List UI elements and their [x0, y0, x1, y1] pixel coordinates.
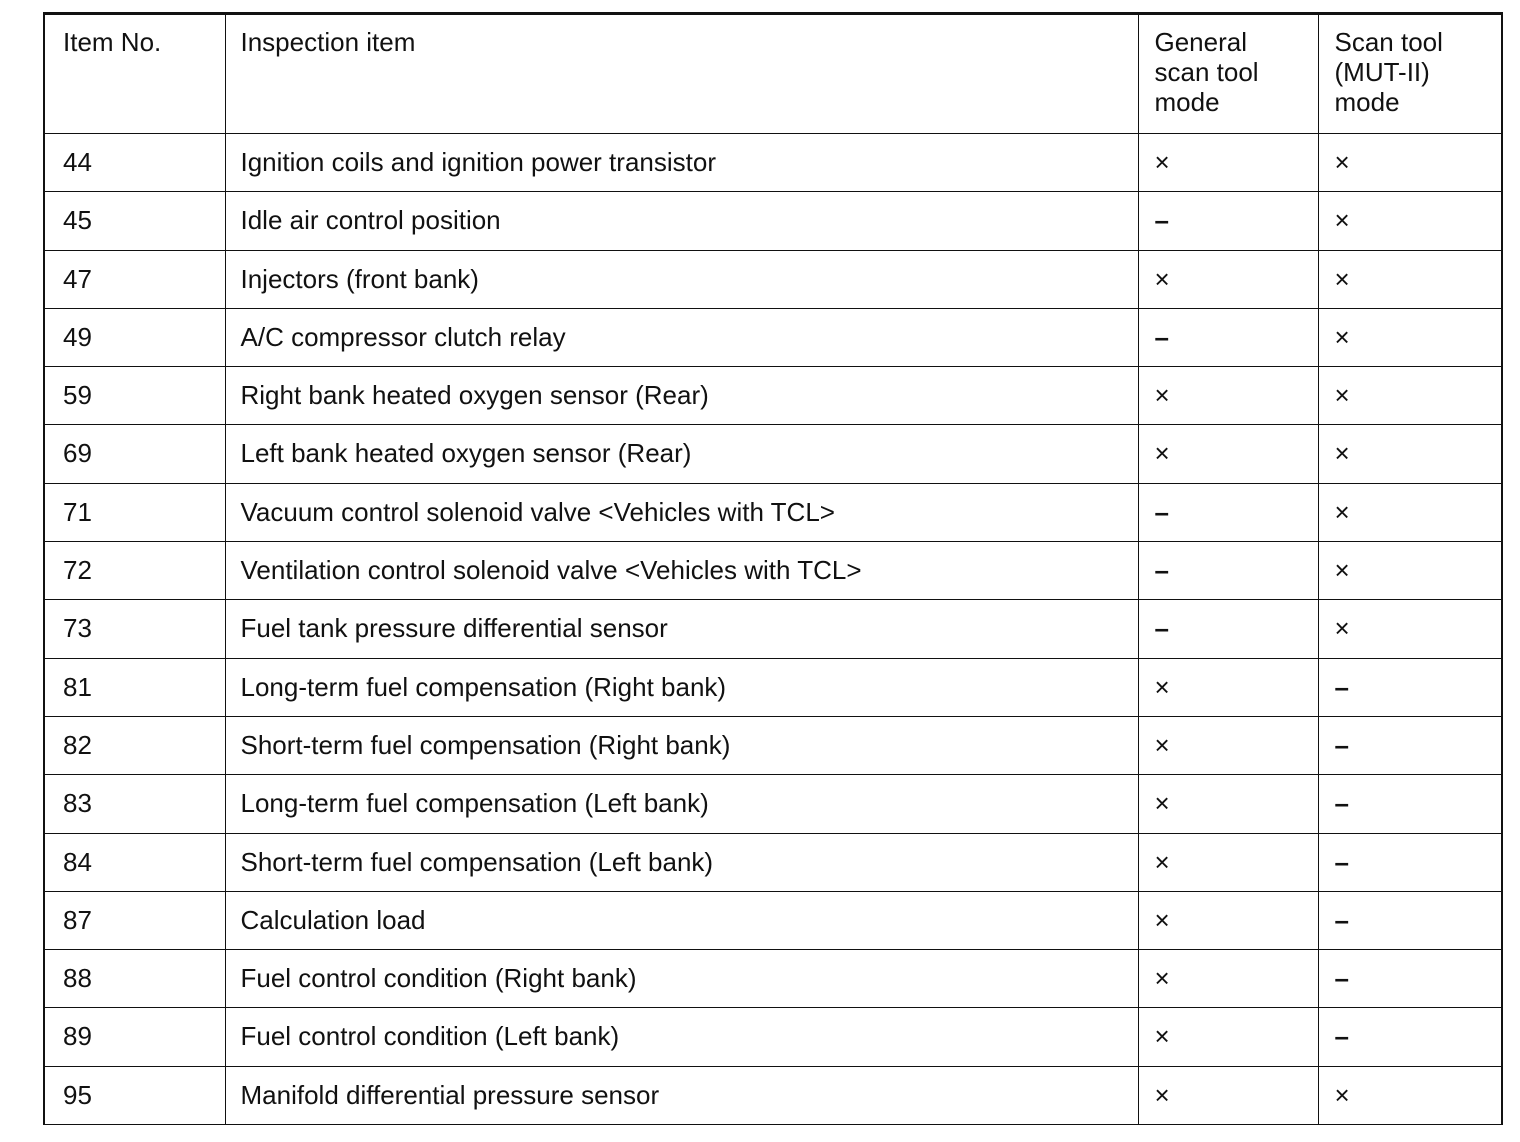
header-general-scan-tool-mode: [1138, 14, 1318, 134]
supported-mark: ×: [1334, 321, 1350, 352]
cell-mut-scan-tool: [1318, 658, 1502, 716]
cell-inspection-item: Short-term fuel compensation (Right bank): [225, 716, 1138, 774]
not-supported-mark: –: [1334, 788, 1349, 819]
cell-general-scan-tool: [1138, 425, 1318, 483]
table-row: [44, 600, 1502, 658]
header-general-line-1: General: [1154, 27, 1247, 57]
supported-mark: ×: [1334, 263, 1350, 294]
cell-general-scan-tool: [1138, 658, 1318, 716]
cell-inspection-item: Idle air control position: [225, 192, 1138, 250]
cell-mut-scan-tool: [1318, 891, 1502, 949]
cell-inspection-item: Manifold differential pressure sensor: [225, 1066, 1138, 1124]
not-supported-mark: –: [1334, 963, 1349, 994]
cell-item-no: 49: [44, 308, 225, 366]
cell-mut-scan-tool: [1318, 367, 1502, 425]
cell-inspection-item: Left bank heated oxygen sensor (Rear): [225, 425, 1138, 483]
cell-inspection-item: Fuel control condition (Right bank): [225, 950, 1138, 1008]
table-row: [44, 367, 1502, 425]
supported-mark: ×: [1334, 205, 1350, 236]
cell-inspection-item: Ventilation control solenoid valve <Vehicles with TCL>: [225, 542, 1138, 600]
table-row: [44, 542, 1502, 600]
cell-inspection-item: Long-term fuel compensation (Left bank): [225, 775, 1138, 833]
supported-mark: ×: [1154, 671, 1170, 702]
cell-general-scan-tool: [1138, 250, 1318, 308]
supported-mark: ×: [1154, 788, 1170, 819]
not-supported-mark: –: [1154, 321, 1169, 352]
cell-item-no: 88: [44, 950, 225, 1008]
supported-mark: ×: [1334, 147, 1350, 177]
cell-item-no: 95: [44, 1066, 225, 1124]
header-mut-line-3: mode: [1334, 87, 1400, 117]
not-supported-mark: –: [1334, 904, 1349, 935]
table-row: [44, 950, 1502, 1008]
cell-inspection-item: Right bank heated oxygen sensor (Rear): [225, 367, 1138, 425]
supported-mark: ×: [1154, 963, 1170, 994]
inspection-table: [43, 12, 1503, 1125]
cell-inspection-item: Vacuum control solenoid valve <Vehicles with TCL>: [225, 483, 1138, 541]
table-row: [44, 833, 1502, 891]
supported-mark: ×: [1154, 846, 1170, 877]
supported-mark: ×: [1154, 1079, 1170, 1110]
header-row: [44, 14, 1502, 134]
supported-mark: ×: [1154, 904, 1170, 935]
header-general-line-2: scan tool: [1154, 57, 1259, 87]
cell-item-no: 71: [44, 483, 225, 541]
cell-item-no: 69: [44, 425, 225, 483]
cell-general-scan-tool: [1138, 192, 1318, 250]
header-item-no: Item No.: [44, 14, 225, 134]
supported-mark: ×: [1154, 1021, 1170, 1052]
header-mut-line-1: Scan tool: [1334, 27, 1443, 57]
cell-inspection-item: Fuel control condition (Left bank): [225, 1008, 1138, 1066]
table-row: [44, 192, 1502, 250]
supported-mark: ×: [1334, 380, 1350, 411]
cell-mut-scan-tool: [1318, 775, 1502, 833]
not-supported-mark: –: [1334, 671, 1349, 702]
cell-general-scan-tool: [1138, 542, 1318, 600]
cell-general-scan-tool: [1138, 134, 1318, 192]
cell-inspection-item: Fuel tank pressure differential sensor: [225, 600, 1138, 658]
table-header: [44, 14, 1502, 134]
cell-item-no: 44: [44, 134, 225, 192]
table-row: [44, 425, 1502, 483]
cell-item-no: 89: [44, 1008, 225, 1066]
supported-mark: ×: [1334, 438, 1350, 469]
cell-inspection-item: A/C compressor clutch relay: [225, 308, 1138, 366]
cell-general-scan-tool: [1138, 1008, 1318, 1066]
cell-item-no: 72: [44, 542, 225, 600]
cell-mut-scan-tool: [1318, 716, 1502, 774]
supported-mark: ×: [1334, 613, 1350, 644]
not-supported-mark: –: [1334, 729, 1349, 760]
cell-mut-scan-tool: [1318, 134, 1502, 192]
cell-item-no: 59: [44, 367, 225, 425]
cell-general-scan-tool: [1138, 716, 1318, 774]
cell-item-no: 83: [44, 775, 225, 833]
not-supported-mark: –: [1154, 555, 1169, 586]
cell-general-scan-tool: [1138, 891, 1318, 949]
cell-general-scan-tool: [1138, 950, 1318, 1008]
supported-mark: ×: [1334, 1079, 1350, 1110]
cell-inspection-item: Short-term fuel compensation (Left bank): [225, 833, 1138, 891]
cell-inspection-item: Calculation load: [225, 891, 1138, 949]
not-supported-mark: –: [1154, 496, 1169, 527]
cell-inspection-item: Ignition coils and ignition power transistor: [225, 134, 1138, 192]
table-row: [44, 1066, 1502, 1124]
table-row: [44, 308, 1502, 366]
cell-item-no: 82: [44, 716, 225, 774]
table-body: [44, 134, 1502, 1125]
cell-mut-scan-tool: [1318, 308, 1502, 366]
cell-inspection-item: Long-term fuel compensation (Right bank): [225, 658, 1138, 716]
cell-general-scan-tool: [1138, 600, 1318, 658]
table-row: [44, 658, 1502, 716]
table-row: [44, 134, 1502, 192]
cell-mut-scan-tool: [1318, 1066, 1502, 1124]
not-supported-mark: –: [1334, 1021, 1349, 1052]
table-row: [44, 483, 1502, 541]
cell-mut-scan-tool: [1318, 250, 1502, 308]
cell-general-scan-tool: [1138, 308, 1318, 366]
table-row: [44, 250, 1502, 308]
cell-general-scan-tool: [1138, 1066, 1318, 1124]
header-general-line-3: mode: [1154, 87, 1220, 117]
inspection-table-container: [43, 12, 1501, 1125]
table-row: [44, 891, 1502, 949]
cell-item-no: 87: [44, 891, 225, 949]
cell-mut-scan-tool: [1318, 1008, 1502, 1066]
table-row: [44, 775, 1502, 833]
cell-item-no: 45: [44, 192, 225, 250]
cell-item-no: 47: [44, 250, 225, 308]
supported-mark: ×: [1154, 729, 1170, 760]
cell-item-no: 81: [44, 658, 225, 716]
header-mut-line-2: (MUT-II): [1334, 57, 1430, 87]
supported-mark: ×: [1154, 380, 1170, 411]
cell-item-no: 84: [44, 833, 225, 891]
cell-general-scan-tool: [1138, 483, 1318, 541]
supported-mark: ×: [1154, 263, 1170, 294]
table-row: [44, 1008, 1502, 1066]
cell-mut-scan-tool: [1318, 425, 1502, 483]
cell-mut-scan-tool: [1318, 192, 1502, 250]
cell-mut-scan-tool: [1318, 483, 1502, 541]
supported-mark: ×: [1154, 147, 1170, 177]
not-supported-mark: –: [1154, 613, 1169, 644]
cell-mut-scan-tool: [1318, 833, 1502, 891]
supported-mark: ×: [1154, 438, 1170, 469]
cell-mut-scan-tool: [1318, 600, 1502, 658]
header-inspection-item: Inspection item: [225, 14, 1138, 134]
supported-mark: ×: [1334, 555, 1350, 586]
supported-mark: ×: [1334, 496, 1350, 527]
cell-mut-scan-tool: [1318, 950, 1502, 1008]
cell-general-scan-tool: [1138, 775, 1318, 833]
cell-inspection-item: Injectors (front bank): [225, 250, 1138, 308]
cell-item-no: 73: [44, 600, 225, 658]
table-row: [44, 716, 1502, 774]
not-supported-mark: –: [1334, 846, 1349, 877]
cell-general-scan-tool: [1138, 367, 1318, 425]
cell-mut-scan-tool: [1318, 542, 1502, 600]
not-supported-mark: –: [1154, 205, 1169, 236]
header-mut-scan-tool-mode: [1318, 14, 1502, 134]
cell-general-scan-tool: [1138, 833, 1318, 891]
